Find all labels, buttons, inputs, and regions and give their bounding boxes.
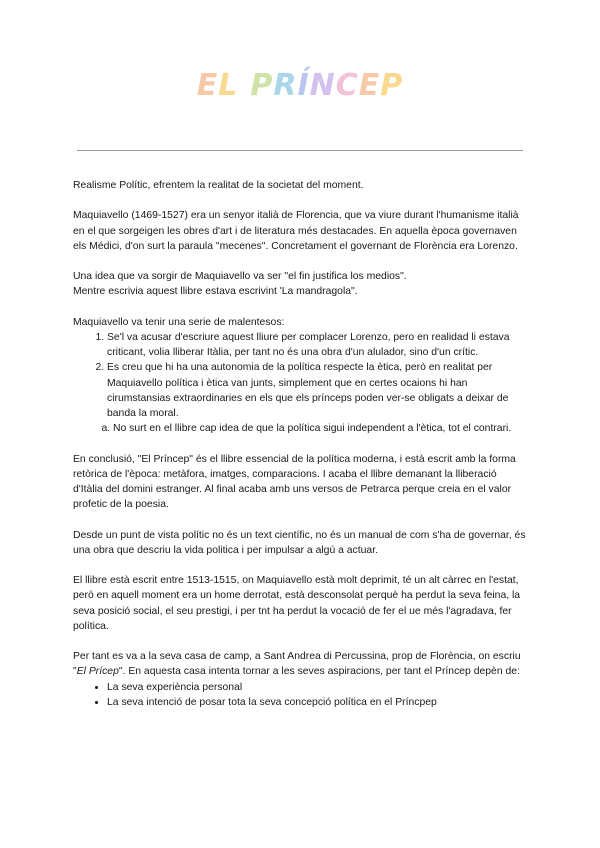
mandragola-line: Mentre escrivia aquest llibre estava escrivint 'La mandragola". xyxy=(73,286,358,298)
bullet-list xyxy=(73,680,527,710)
paragraph-conclusio: En conclusió, "El Príncep" és el llibre essencial de la política moderna, i està escrit amb la forma retòrica de l'època: metàfora, imatges, comparacions. I acaba el llibre demanant la lliberació d'Itàlia del domini estranger. Al final acaba amb uns versos de Petrarca perque creia en el valor profetic de la poesia. xyxy=(73,453,516,511)
title-letter: N xyxy=(309,68,336,103)
paragraph-intro: Realisme Polític, efrentem la realitat de la societat del moment. xyxy=(73,180,364,191)
document-body xyxy=(73,178,527,710)
paragraph-malentesos: Maquiavello va tenir una serie de malentesos: xyxy=(73,316,285,328)
idea-line: Una idea que va sorgir de Maquiavello va ser "el fin justifica los medios". xyxy=(73,271,407,283)
paragraph-maquiavello: Maquiavello (1469-1527) era un senyor italià de Florencia, que va viure durant l'humanisme italià en el que sorgeigen les obres d'art i de literatura més destacades. En aquella època governaven els Médici, d'on surt la paraula "mecenes". Concretament el governant de Florència era Lorenzo. xyxy=(73,210,519,252)
title-letter: E xyxy=(358,68,381,103)
title-letter: R xyxy=(273,68,298,103)
horizontal-divider xyxy=(77,150,523,151)
paragraph-llibre: El llibre està escrit entre 1513-1515, on Maquiavello està molt deprimit, té un alt càrrec en l'estat, però en aquell moment era un home derrotat, està desconsolat perquè ha perdut la seva feina, la seva posició social, el seu prestigi, i per tnt ha perdut la vocació de fer el ue més l'agradava, fer política. xyxy=(73,575,521,632)
title-letter: L xyxy=(218,68,239,103)
title-letter: P xyxy=(250,68,274,103)
lettered-sublist xyxy=(73,421,527,436)
list-item: 2. Es creu que hi ha una autonomia de la política respecte la ètica, però en realitat per Maquiavello política i ètica van junts, simplement que en certes ocaions hi han cirumstansias extraordinaries en els que els prínceps poden ver-se obligats a deixar de banda la moral. xyxy=(107,360,527,421)
list-item: • La seva intenció de posar tota la seva concepció política en el Príncpep xyxy=(107,695,527,710)
book-title-emphasis: El Prícep xyxy=(76,666,119,678)
title-letter: Í xyxy=(297,68,310,103)
paragraph-punt-de-vista: Desde un punt de vista polític no és un text científic, no és un manual de com s'ha de governar, és una obra que descriu la vida politica i per impulsar a algú a actuar. xyxy=(73,529,526,556)
paragraph-idea xyxy=(73,269,527,299)
list-item: 1. Se'l va acusar d'escriure aquest lliure per complacer Lorenzo, pero en realidad li estava criticant, volia lliberar Itàlia, per tant no és una obra d'un alulador, sino d'un crític. xyxy=(107,330,527,360)
list-item: • La seva experiència personal xyxy=(107,680,527,695)
title-letter: C xyxy=(335,68,359,103)
casa-text-end: ". En aquesta casa intenta tornar a les seves aspiracions, per tant el Príncep depèn de: xyxy=(118,666,520,678)
paragraph-casa xyxy=(73,649,527,679)
title-letter: E xyxy=(196,68,219,103)
casa-text: Per tant es va a la seva casa de camp, a Sant Andrea di Percussina, prop de Florència, on escriu " xyxy=(73,651,521,678)
title-letter: P xyxy=(380,68,404,103)
numbered-list xyxy=(73,330,527,421)
list-item: a. No surt en el llibre cap idea de que la política sigui independent a l'ètica, tot el contrari. xyxy=(113,421,527,436)
document-title xyxy=(0,68,600,103)
